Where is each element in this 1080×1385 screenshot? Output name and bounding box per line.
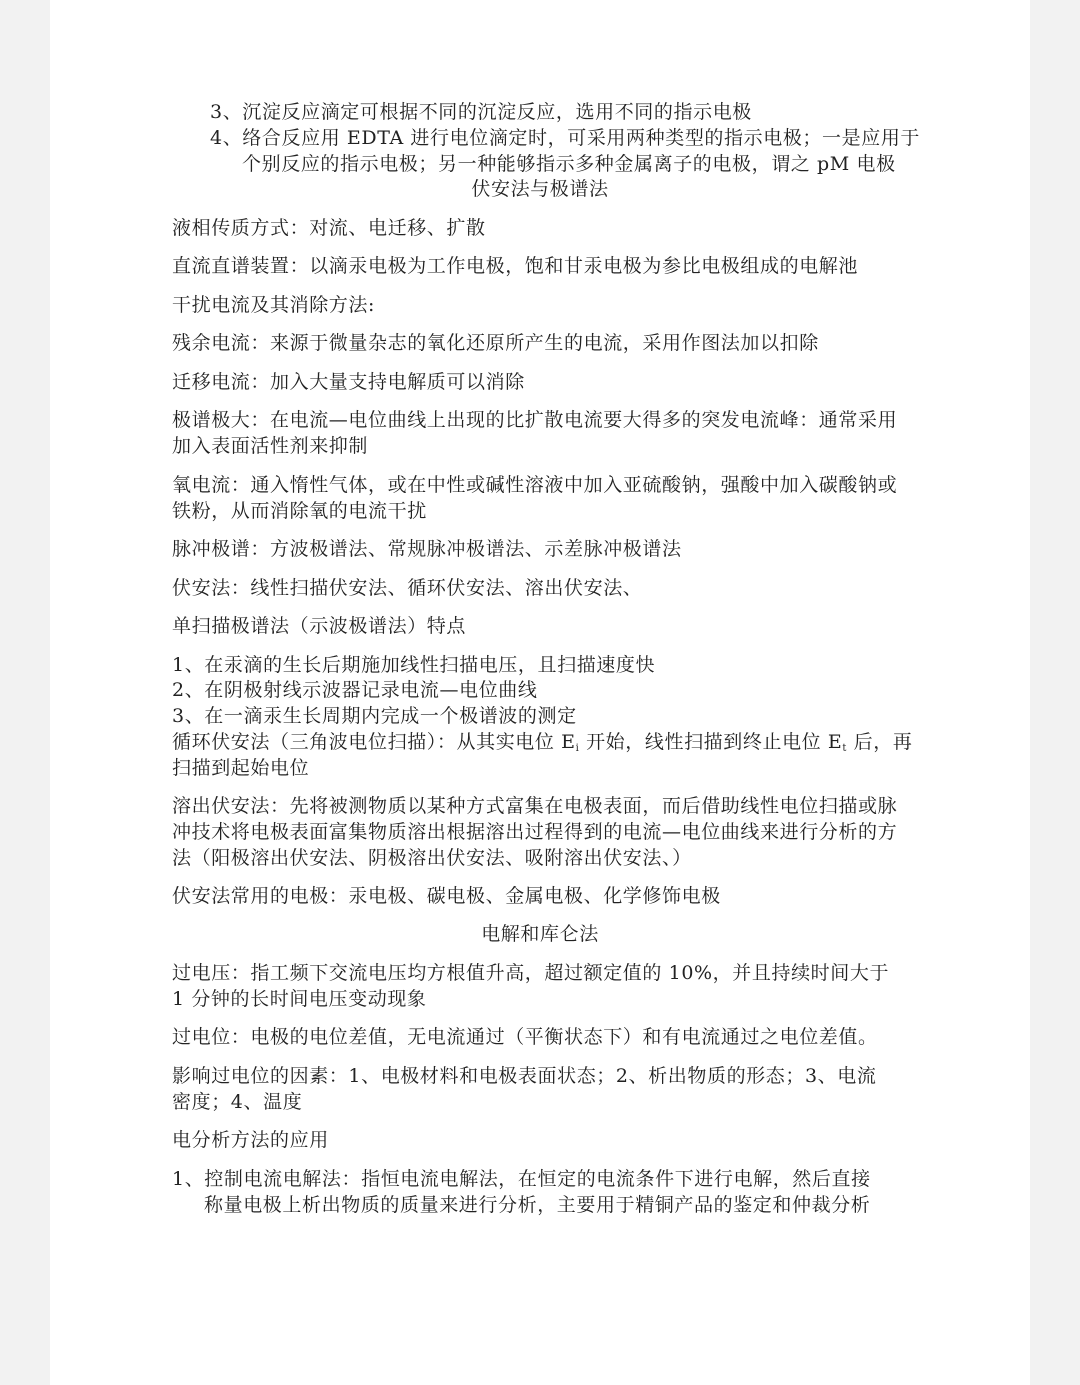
list-item: 3、在一滴汞生长周期内完成一个极谱波的测定 — [172, 705, 577, 727]
paragraph: 残余电流：来源于微量杂志的氧化还原所产生的电流，采用作图法加以扣除 — [172, 332, 819, 354]
paragraph: 铁粉，从而消除氧的电流干扰 — [172, 500, 427, 522]
text-run: 开始，线性扫描到终止电位 E — [579, 731, 843, 753]
paragraph: 冲技术将电极表面富集物质溶出根据溶出过程得到的电流—电位曲线来进行分析的方 — [172, 821, 898, 843]
list-item: 1、在汞滴的生长后期施加线性扫描电压，且扫描速度快 — [172, 654, 656, 676]
paragraph: 电分析方法的应用 — [172, 1129, 329, 1151]
subscript: i — [575, 743, 580, 754]
paragraph: 直流直谱装置：以滴汞电极为工作电极，饱和甘汞电极为参比电极组成的电解池 — [172, 255, 859, 277]
paragraph: 干扰电流及其消除方法: — [172, 294, 376, 316]
paragraph: 单扫描极谱法（示波极谱法）特点 — [172, 615, 467, 637]
paragraph: 伏安法：线性扫描伏安法、循环伏安法、溶出伏安法、 — [172, 577, 643, 599]
paragraph: 伏安法常用的电极：汞电极、碳电极、金属电极、化学修饰电极 — [172, 885, 721, 907]
document-page — [50, 0, 1030, 1385]
paragraph: 影响过电位的因素：1、电极材料和电极表面状态；2、析出物质的形态；3、电流 — [172, 1065, 877, 1087]
section-heading: 电解和库仑法 — [481, 923, 599, 945]
paragraph: 极谱极大：在电流—电位曲线上出现的比扩散电流要大得多的突发电流峰：通常采用 — [172, 409, 898, 431]
text-run: 后，再 — [847, 731, 913, 753]
paragraph: 过电压：指工频下交流电压均方根值升高，超过额定值的 10%，并且持续时间大于 — [172, 962, 890, 984]
paragraph: 加入表面活性剂来抑制 — [172, 435, 369, 457]
list-item-continuation: 个别反应的指示电极；另一种能够指示多种金属离子的电极，谓之 pM 电极 — [242, 153, 896, 175]
paragraph: 密度；4、温度 — [172, 1091, 303, 1113]
list-item-continuation: 称量电极上析出物质的质量来进行分析，主要用于精铜产品的鉴定和仲裁分析 — [204, 1194, 871, 1216]
paragraph: 脉冲极谱：方波极谱法、常规脉冲极谱法、示差脉冲极谱法 — [172, 538, 682, 560]
text-run: 循环伏安法（三角波电位扫描）：从其实电位 E — [172, 731, 576, 753]
paragraph: 扫描到起始电位 — [172, 757, 310, 779]
paragraph: 溶出伏安法：先将被测物质以某种方式富集在电极表面，而后借助线性电位扫描或脉 — [172, 795, 898, 817]
list-item: 2、在阴极射线示波器记录电流—电位曲线 — [172, 679, 538, 701]
paragraph: 1 分钟的长时间电压变动现象 — [172, 988, 427, 1010]
paragraph: 迁移电流：加入大量支持电解质可以消除 — [172, 371, 525, 393]
section-heading: 伏安法与极谱法 — [471, 178, 609, 200]
paragraph: 液相传质方式：对流、电迁移、扩散 — [172, 217, 486, 239]
subscript: t — [842, 743, 848, 754]
list-item: 4、络合反应用 EDTA 进行电位滴定时，可采用两种类型的指示电极；一是应用于 — [210, 127, 921, 149]
list-item: 3、沉淀反应滴定可根据不同的沉淀反应，选用不同的指示电极 — [210, 101, 752, 123]
paragraph: 氧电流：通入惰性气体，或在中性或碱性溶液中加入亚硫酸钠，强酸中加入碳酸钠或 — [172, 474, 898, 496]
list-item: 1、控制电流电解法：指恒电流电解法，在恒定的电流条件下进行电解，然后直接 — [172, 1168, 871, 1190]
paragraph: 法（阳极溶出伏安法、阴极溶出伏安法、吸附溶出伏安法、） — [172, 847, 692, 869]
paragraph: 过电位：电极的电位差值，无电流通过（平衡状态下）和有电流通过之电位差值。 — [172, 1026, 878, 1048]
